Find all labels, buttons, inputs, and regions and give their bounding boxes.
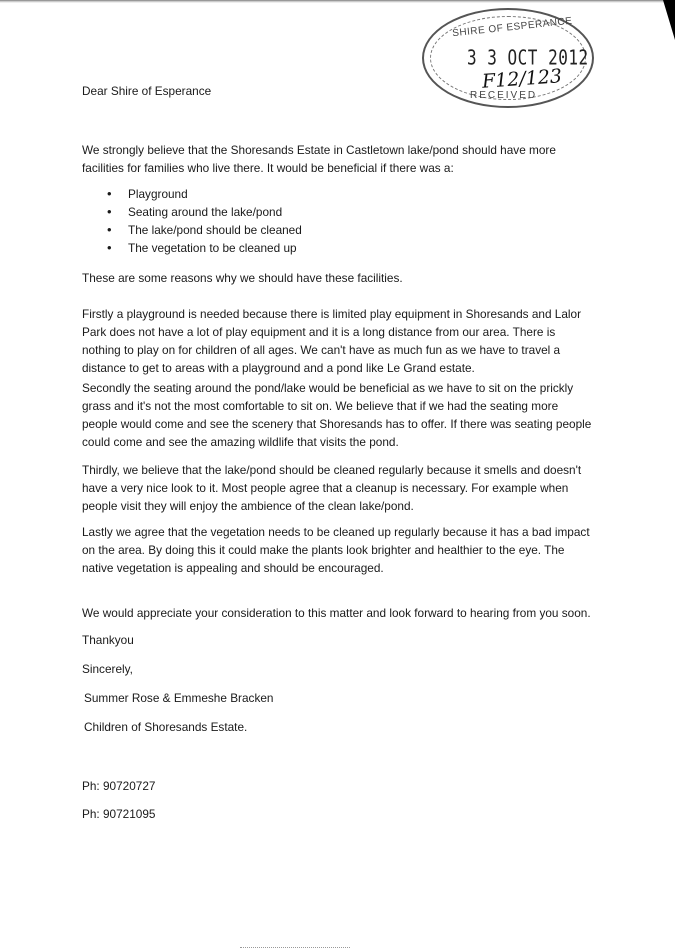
scan-edge-bottom [240, 947, 350, 949]
list-item: • Seating around the lake/pond [82, 203, 302, 221]
received-stamp [422, 8, 594, 108]
list-item: • The lake/pond should be cleaned [82, 221, 302, 239]
list-item: • The vegetation to be cleaned up [82, 239, 302, 257]
facilities-list [82, 185, 302, 257]
scan-edge-top [0, 0, 675, 3]
paragraph-vegetation: Lastly we agree that the vegetation needs to be cleaned up regularly because it has a bad impact on the area. By doing this it could make the plants look brighter and healthier to the eye. The native vegetation is appealing and should be encouraged. [82, 525, 590, 575]
paragraph-seating: Secondly the seating around the pond/lake would be beneficial as we have to sit on the prickly grass and it's not the most comfortable to sit on. We believe that if we had the seating more people would come and see the scenery that Shoresands has to offer. If there was seating people could come and see the amazing wildlife that visits the pond. [82, 381, 592, 449]
signatories-group: Children of Shoresands Estate. [84, 720, 248, 734]
closing-request: We would appreciate your consideration to this matter and look forward to hearing from you soon. [82, 606, 591, 620]
stamp-date: 3 3 OCT 2012 [467, 45, 589, 70]
phone-2: Ph: 90721095 [82, 807, 156, 821]
reasons-intro: These are some reasons why we should have these facilities. [82, 271, 403, 285]
stamp-reference: F12/123 [481, 65, 563, 93]
scan-edge-corner [663, 0, 675, 40]
stamp-organisation: SHIRE OF ESPERANCE [451, 15, 573, 40]
paragraph-cleaning: Thirdly, we believe that the lake/pond should be cleaned regularly because it smells and doesn't have a very nice look to it. Most people agree that a cleanup is necessary. For example when people visit they will enjoy the ambience of the clean lake/pond. [82, 463, 582, 513]
paragraph-playground: Firstly a playground is needed because there is limited play equipment in Shoresands and Lalor Park does not have a lot of play equipment and it is a long distance from our area. There is nothing to play on for children of all ages. We can't have as much fun as we have to travel a distance to get to areas with a playground and a pond like Le Grand estate. [82, 307, 582, 375]
list-item: • Playground [82, 185, 302, 203]
intro-paragraph: We strongly believe that the Shoresands Estate in Castletown lake/pond should have more facilities for families who live there. It would be beneficial if there was a: [82, 143, 556, 175]
signatories: Summer Rose & Emmeshe Bracken [84, 691, 274, 705]
thanks: Thankyou [82, 633, 134, 647]
stamp-received: RECEIVED [470, 90, 538, 101]
greeting: Dear Shire of Esperance [82, 84, 212, 98]
sign-off: Sincerely, [82, 662, 133, 676]
phone-1: Ph: 90720727 [82, 779, 156, 793]
